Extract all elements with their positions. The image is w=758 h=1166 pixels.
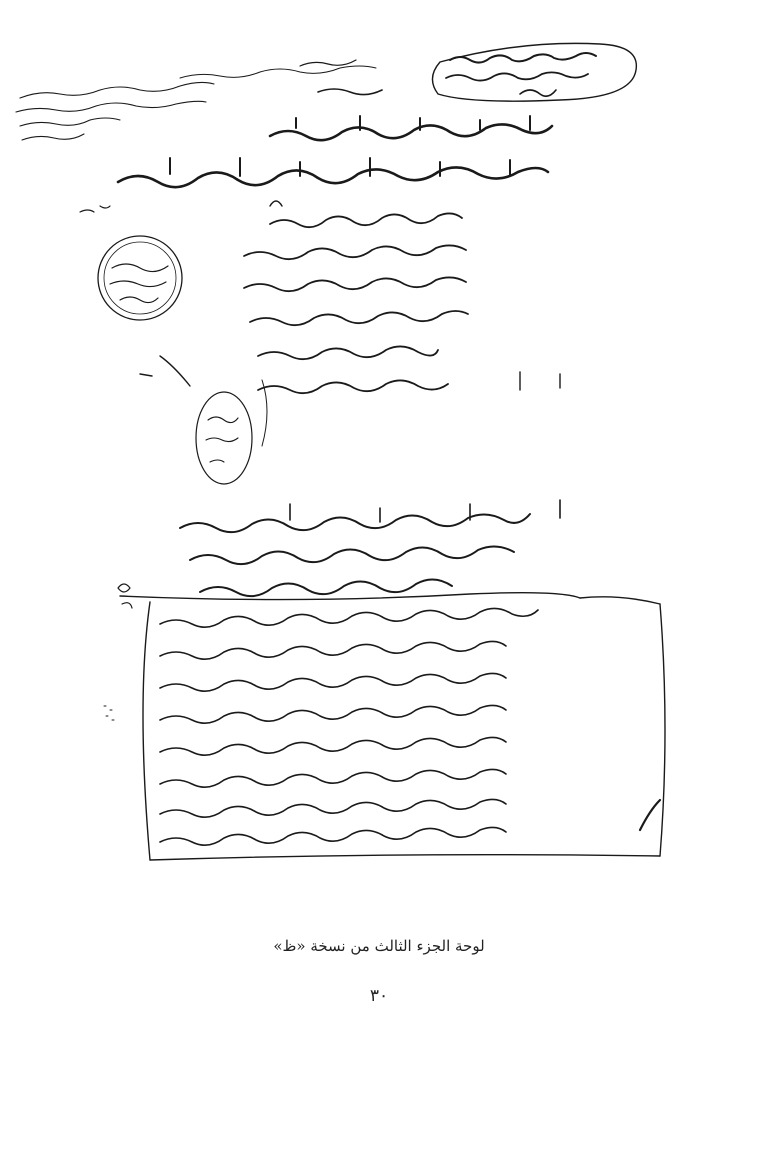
ownership-note-oval — [432, 43, 636, 101]
isnad-lines — [244, 201, 560, 393]
page-number: ٣٠ — [369, 986, 389, 1006]
side-dots — [104, 706, 114, 720]
title-block — [80, 116, 552, 212]
colophon-lines — [180, 500, 560, 596]
oval-seal-center — [196, 392, 252, 484]
top-left-notes — [16, 60, 382, 140]
audition-note-lines — [160, 608, 660, 845]
round-seal-left — [98, 236, 182, 320]
stray-marks — [140, 356, 267, 446]
plate-caption: لوحة الجزء الثالث من نسخة «ظ» — [273, 937, 485, 955]
